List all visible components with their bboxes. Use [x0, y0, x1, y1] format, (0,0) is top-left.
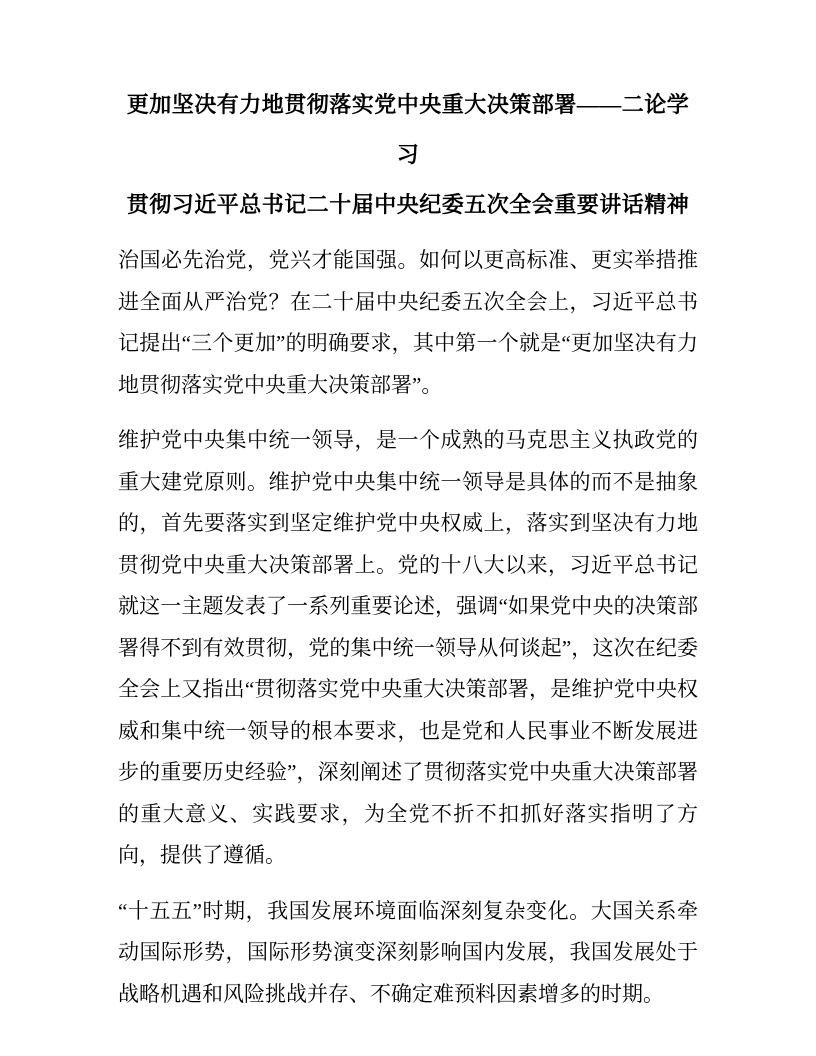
paragraph-2: 维护党中央集中统一领导，是一个成熟的马克思主义执政党的重大建党原则。维护党中央集中统一领导是具体的而不是抽象的，首先要落实到坚定维护党中央权威上，落实到坚决有力地贯彻党中央重大决策部署上。党的十八大以来，习近平总书记就这一主题发表了一系列重要论述，强调“如果党中央的决策部署得不到有效贯彻，党的集中统一领导从何谈起”，这次在纪委全会上又指出“贯彻落实党中央重大决策部署，是维护党中央权威和集中统一领导的根本要求，也是党和人民事业不断发展进步的重要历史经验”，深刻阐述了贯彻落实党中央重大决策部署的重大意义、实践要求，为全党不折不扣抓好落实指明了方向，提供了遵循。	[118, 428, 698, 867]
title-line-1: 更加坚决有力地贯彻落实党中央重大决策部署——二论学习	[126, 92, 690, 167]
document-title	[118, 80, 698, 230]
paragraph-1: 治国必先治党，党兴才能国强。如何以更高标准、更实举措推进全面从严治党？在二十届中央纪委五次全会上，习近平总书记提出“三个更加”的明确要求，其中第一个就是“更加坚决有力地贯彻落实党中央重大决策部署”。	[118, 248, 698, 397]
paragraph-3: “十五五”时期，我国发展环境面临深刻复杂变化。大国关系牵动国际形势，国际形势演变深刻影响国内发展，我国发展处于战略机遇和风险挑战并存、不确定难预料因素增多的时期。	[118, 898, 698, 1006]
title-line-2: 贯彻习近平总书记二十届中央纪委五次全会重要讲话精神	[126, 192, 690, 217]
document-content	[118, 80, 698, 1015]
